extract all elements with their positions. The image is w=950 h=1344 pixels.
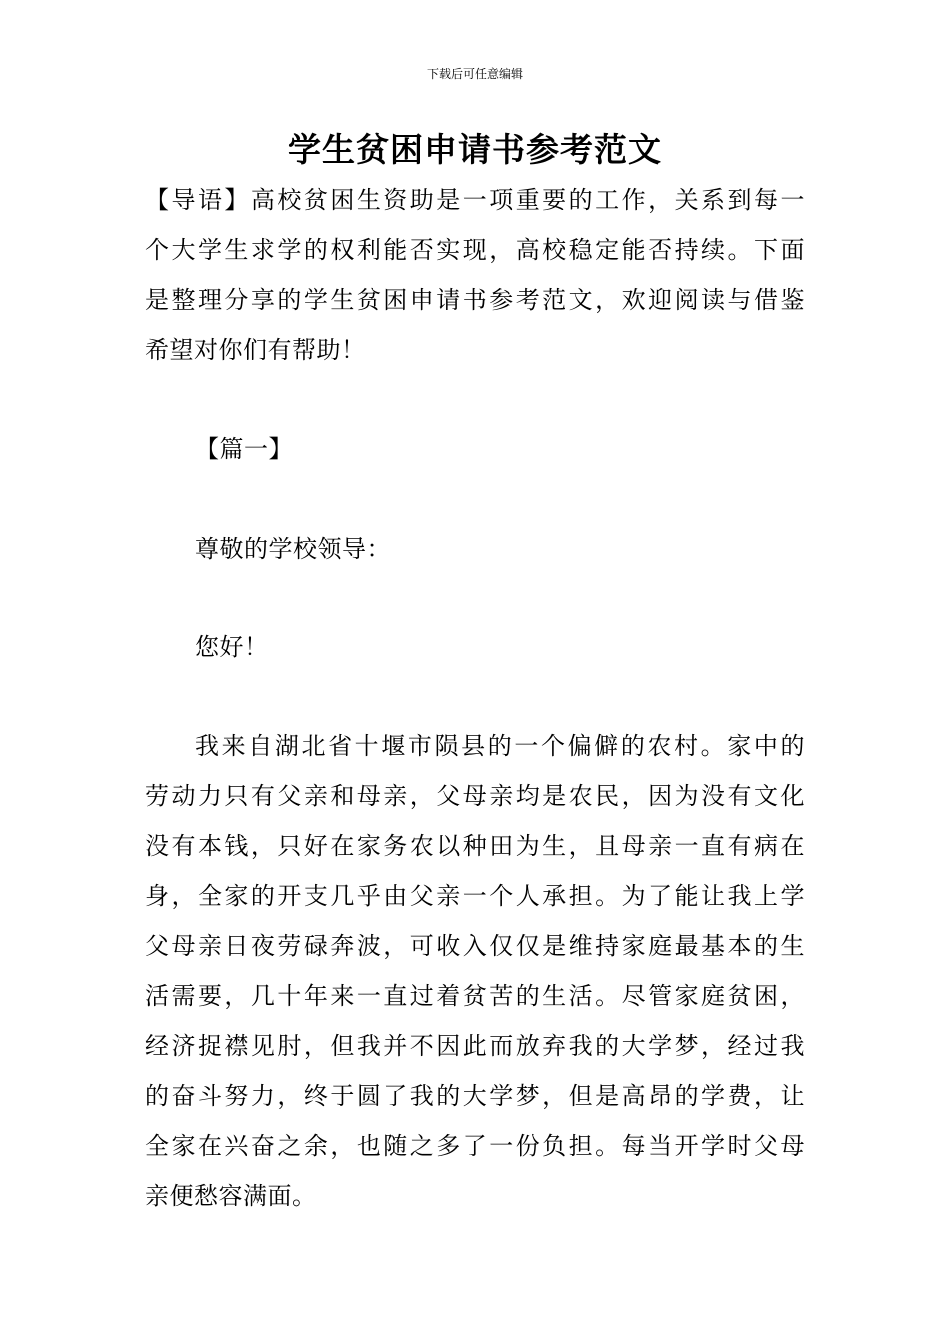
body-paragraph bbox=[145, 721, 805, 1221]
intro-line: 个大学生求学的权利能否实现，高校稳定能否持续。下面 bbox=[145, 236, 805, 264]
section-heading: 【篇一】 bbox=[195, 435, 293, 463]
body-line: 活需要，几十年来一直过着贫苦的生活。尽管家庭贫困， bbox=[145, 982, 805, 1010]
document-title: 学生贫困申请书参考范文 bbox=[288, 130, 662, 169]
intro-paragraph bbox=[145, 175, 805, 375]
intro-line: 是整理分享的学生贫困申请书参考范文，欢迎阅读与借鉴 bbox=[145, 286, 805, 314]
body-line: 的奋斗努力，终于圆了我的大学梦，但是高昂的学费，让 bbox=[145, 1082, 805, 1110]
greeting: 您好！ bbox=[195, 633, 269, 661]
body-line: 经济捉襟见肘，但我并不因此而放弃我的大学梦，经过我 bbox=[145, 1032, 805, 1060]
body-line: 亲便愁容满面。 bbox=[145, 1182, 317, 1210]
salutation: 尊敬的学校领导： bbox=[195, 535, 391, 563]
intro-line: 【导语】高校贫困生资助是一项重要的工作，关系到每一 bbox=[145, 186, 805, 214]
body-line: 身，全家的开支几乎由父亲一个人承担。为了能让我上学 bbox=[145, 882, 805, 910]
body-line: 父母亲日夜劳碌奔波，可收入仅仅是维持家庭最基本的生 bbox=[145, 932, 805, 960]
intro-line: 希望对你们有帮助！ bbox=[145, 336, 366, 364]
salutation-block bbox=[145, 524, 805, 574]
section-heading-block bbox=[145, 424, 805, 474]
greeting-block bbox=[145, 622, 805, 672]
header-note: 下载后可任意编辑 bbox=[426, 67, 523, 81]
body-line: 全家在兴奋之余，也随之多了一份负担。每当开学时父母 bbox=[145, 1132, 805, 1160]
body-line: 没有本钱，只好在家务农以种田为生，且母亲一直有病在 bbox=[145, 832, 805, 860]
body-line: 劳动力只有父亲和母亲，父母亲均是农民，因为没有文化 bbox=[145, 782, 805, 810]
body-line: 我来自湖北省十堰市陨县的一个偏僻的农村。家中的 bbox=[195, 732, 805, 760]
